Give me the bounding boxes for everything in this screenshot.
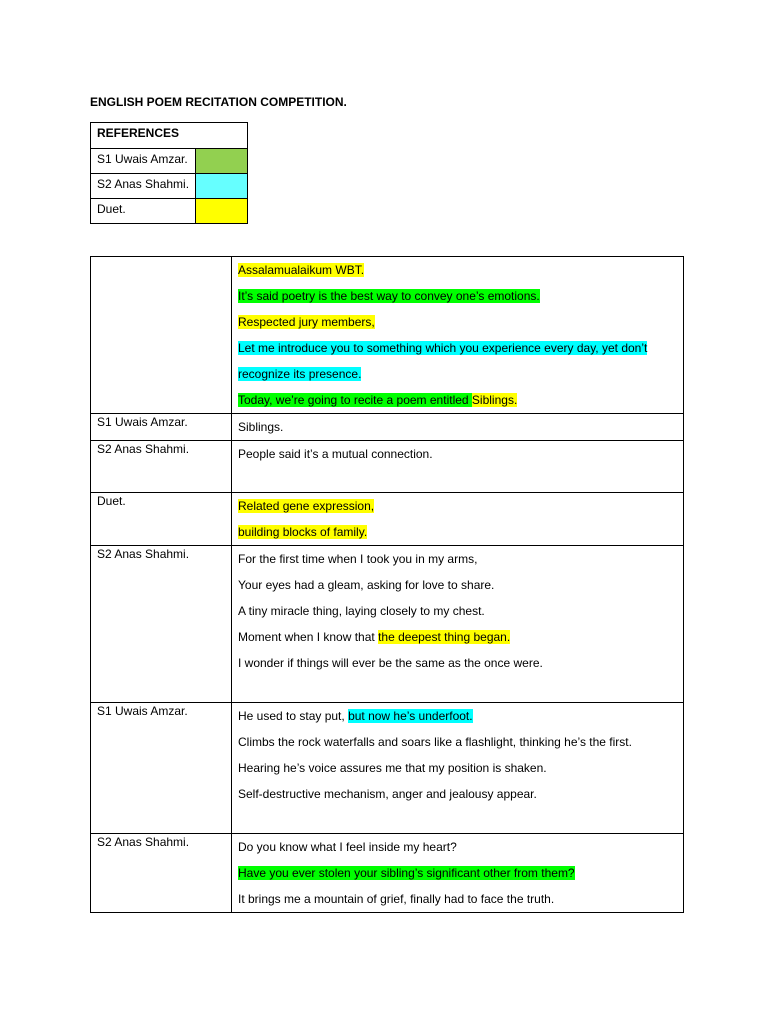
speaker-cell: Duet. — [91, 493, 232, 546]
speaker-cell: S1 Uwais Amzar. — [91, 703, 232, 834]
highlighted-text: Siblings. — [471, 393, 518, 407]
reference-label-s1: S1 Uwais Amzar. — [91, 149, 196, 174]
script-line: Your eyes had a gleam, asking for love to share. — [238, 578, 495, 592]
script-line: A tiny miracle thing, laying closely to my chest. — [238, 604, 485, 618]
highlighted-text: but now he’s underfoot. — [348, 709, 473, 723]
script-row — [91, 441, 684, 493]
script-line — [238, 624, 683, 650]
script-line: Hearing he’s voice assures me that my position is shaken. — [238, 761, 547, 775]
lines-cell — [232, 546, 684, 703]
color-swatch-yellow — [196, 199, 248, 224]
script-row — [91, 414, 684, 441]
speaker-cell — [91, 257, 232, 414]
highlighted-text: It’s said poetry is the best way to convey one’s emotions. — [238, 289, 540, 303]
script-line — [238, 309, 683, 335]
script-line — [238, 257, 683, 283]
script-row — [91, 834, 684, 913]
reference-row — [91, 199, 248, 224]
script-line: Siblings. — [238, 420, 284, 434]
script-line — [238, 703, 683, 729]
script-row-intro — [91, 257, 684, 414]
highlighted-text: Have you ever stolen your sibling’s significant other from them? — [238, 866, 575, 880]
script-line: Self-destructive mechanism, anger and jealousy appear. — [238, 787, 537, 801]
script-row — [91, 703, 684, 834]
references-header: REFERENCES — [91, 123, 248, 149]
color-swatch-cyan — [196, 174, 248, 199]
script-line: People said it’s a mutual connection. — [238, 447, 433, 461]
script-line — [238, 493, 683, 519]
speaker-cell: S1 Uwais Amzar. — [91, 414, 232, 441]
script-line — [238, 860, 683, 886]
reference-row — [91, 149, 248, 174]
highlighted-text: Assalamualaikum WBT. — [238, 263, 365, 277]
script-row — [91, 546, 684, 703]
reference-label-s2: S2 Anas Shahmi. — [91, 174, 196, 199]
script-line: Do you know what I feel inside my heart? — [238, 840, 457, 854]
script-line: Climbs the rock waterfalls and soars like a flashlight, thinking he’s the first. — [238, 735, 632, 749]
script-line — [238, 519, 683, 545]
lines-cell — [232, 834, 684, 913]
speaker-cell: S2 Anas Shahmi. — [91, 441, 232, 493]
highlighted-text: the deepest thing began. — [378, 630, 511, 644]
highlighted-text: building blocks of family. — [238, 525, 368, 539]
reference-label-duet: Duet. — [91, 199, 196, 224]
script-line — [238, 283, 683, 309]
script-line: For the first time when I took you in my arms, — [238, 552, 478, 566]
speaker-cell: S2 Anas Shahmi. — [91, 834, 232, 913]
lines-cell — [232, 493, 684, 546]
highlighted-text: recognize its presence. — [238, 367, 362, 381]
lines-cell — [232, 257, 684, 414]
lines-cell — [232, 703, 684, 834]
plain-text: Moment when I know that — [238, 630, 379, 644]
speaker-cell: S2 Anas Shahmi. — [91, 546, 232, 703]
highlighted-text: Related gene expression, — [238, 499, 375, 513]
references-table — [90, 122, 248, 224]
script-row — [91, 493, 684, 546]
highlighted-text: Let me introduce you to something which you experience every day, yet don’t — [238, 341, 648, 355]
highlighted-text: Today, we’re going to recite a poem entitled — [238, 393, 472, 407]
plain-text: He used to stay put, — [238, 709, 349, 723]
references-header-row — [91, 123, 248, 149]
reference-row — [91, 174, 248, 199]
script-line — [238, 361, 683, 387]
script-line — [238, 335, 683, 361]
highlighted-text: Respected jury members, — [238, 315, 375, 329]
page-title: ENGLISH POEM RECITATION COMPETITION. — [90, 95, 347, 109]
script-line: It brings me a mountain of grief, finally had to face the truth. — [238, 892, 555, 906]
script-line — [238, 387, 683, 413]
color-swatch-green — [196, 149, 248, 174]
script-table — [90, 256, 684, 913]
script-line: I wonder if things will ever be the same as the once were. — [238, 656, 543, 670]
lines-cell — [232, 414, 684, 441]
lines-cell — [232, 441, 684, 493]
